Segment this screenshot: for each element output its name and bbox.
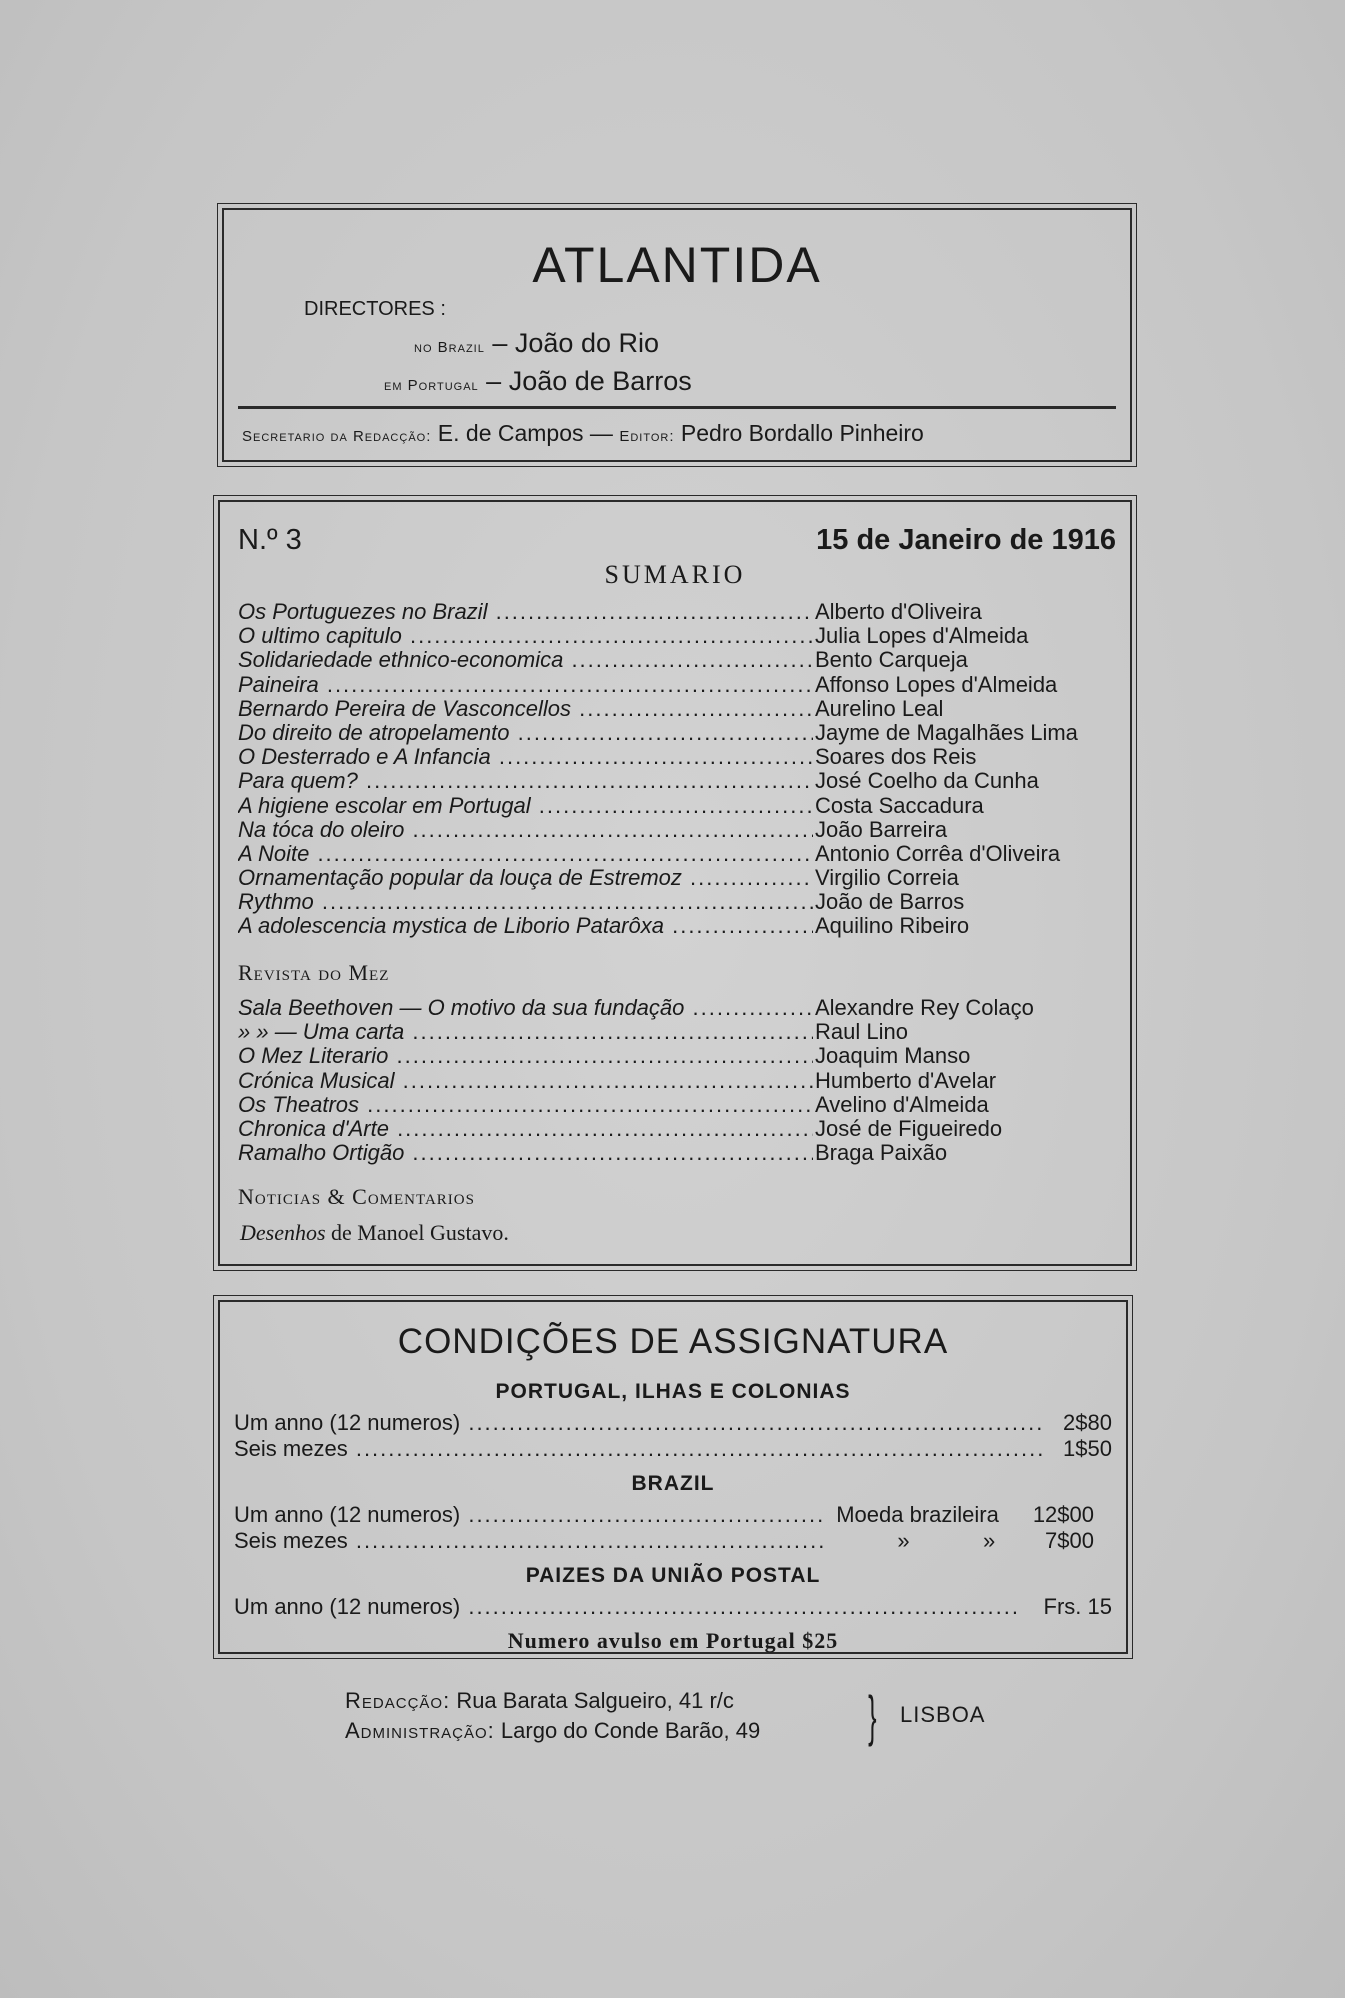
price-row-brazil-year [234, 1502, 1112, 1528]
toc-title: Do direito de atropelamento ..... [238, 721, 813, 745]
toc-title: O ultimo capitulo ..... [238, 624, 813, 648]
price-row-union-year [234, 1594, 1112, 1620]
magazine-title: ATLANTIDA [532, 237, 822, 293]
toc-row [238, 769, 1123, 793]
toc-author: Alberto d'Oliveira [815, 599, 982, 624]
toc-author: Braga Paixão [815, 1140, 948, 1166]
toc-row [238, 721, 1123, 745]
toc-author: Aurelino Leal [815, 695, 944, 721]
city-name: LISBOA [900, 1702, 986, 1727]
toc-row [238, 842, 1123, 866]
toc-title: O Desterrado e A Infancia ..... [238, 745, 813, 769]
currency-name: Moeda brazileira [836, 1502, 999, 1527]
redaction-label: Redacção: [345, 1688, 451, 1713]
region-postal-union: PAIZES DA UNIÃO POSTAL [525, 1564, 821, 1587]
toc-title: Os Theatros ..... [238, 1093, 813, 1117]
toc-row [238, 1117, 1123, 1141]
summary-box [218, 500, 1132, 1266]
address-block [345, 1684, 986, 1747]
toc-title: Ornamentação popular da louça de Estremoz ..... [238, 866, 813, 890]
price-label: Seis mezes ..... [234, 1528, 824, 1554]
toc-row [238, 818, 1123, 842]
toc-title: Bernardo Pereira de Vasconcellos ..... [238, 697, 813, 721]
toc-row [238, 914, 1123, 938]
price-label: Um anno (12 numeros) ..... [234, 1410, 1042, 1436]
price-currency [824, 1502, 1024, 1528]
ditto-mark: » [982, 1528, 996, 1553]
toc-author: Alexandre Rey Colaço [815, 995, 1034, 1020]
toc-row [238, 600, 1123, 624]
price-value: 1$50 [1063, 1436, 1112, 1461]
toc-title: Solidariedade ethnico-economica ..... [238, 648, 813, 672]
toc-author: Aquilino Ribeiro [815, 913, 970, 939]
price-label: Um anno (12 numeros) ..... [234, 1502, 824, 1528]
toc-row [238, 648, 1123, 672]
toc-title: Os Portuguezes no Brazil ..... [238, 600, 813, 624]
drawings-word: Desenhos [240, 1220, 326, 1245]
toc-author: Affonso Lopes d'Almeida [815, 671, 1058, 697]
toc-row [238, 794, 1123, 818]
director-brazil [414, 328, 659, 359]
toc-title: Rythmo ..... [238, 890, 813, 914]
toc-author: João de Barros [815, 889, 965, 915]
directors-label: DIRECTORES : [304, 298, 446, 320]
redaction-address: Rua Barata Salgueiro, 41 r/c [456, 1688, 734, 1713]
toc-row [238, 1093, 1123, 1117]
toc-row [238, 996, 1123, 1020]
toc-row [238, 745, 1123, 769]
drawings-artist: de Manoel Gustavo. [325, 1220, 509, 1245]
director-brazil-prefix: no Brazil [414, 339, 485, 356]
subscription-title: CONDIÇÕES DE ASSIGNATURA [397, 1322, 949, 1361]
toc-author: Julia Lopes d'Almeida [815, 623, 1029, 649]
contents-list [238, 600, 1123, 939]
toc-row [238, 1069, 1123, 1093]
region-brazil: BRAZIL [631, 1472, 715, 1495]
toc-title: O Mez Literario ..... [238, 1044, 813, 1068]
toc-row [238, 673, 1123, 697]
toc-title: Ramalho Ortigão ..... [238, 1141, 813, 1165]
price-label: Um anno (12 numeros) ..... [234, 1594, 1022, 1620]
ditto-mark: » [897, 1528, 910, 1553]
summary-heading: SUMARIO [604, 560, 746, 589]
price-value: 12$00 [1032, 1502, 1094, 1527]
toc-author: João Barreira [815, 816, 948, 842]
toc-title: A adolescencia mystica de Liborio Patarôxa ..... [238, 914, 813, 938]
header-divider [238, 406, 1116, 409]
secretary-label: Secretario da Redacção: [242, 428, 432, 445]
issue-number: N.º 3 [238, 524, 302, 556]
toc-author: Raul Lino [815, 1019, 908, 1045]
editor-label: Editor: [619, 428, 675, 445]
toc-title: A higiene escolar em Portugal ..... [238, 794, 813, 818]
toc-title: Crónica Musical ..... [238, 1069, 813, 1093]
single-issue-price: Numero avulso em Portugal $25 [507, 1628, 839, 1653]
toc-row [238, 624, 1123, 648]
toc-row [238, 1020, 1123, 1044]
price-value: Frs. 15 [1043, 1594, 1112, 1619]
region-portugal: PORTUGAL, ILHAS E COLONIAS [495, 1380, 851, 1403]
toc-author: Humberto d'Avelar [815, 1067, 997, 1093]
toc-title: Sala Beethoven — O motivo da sua fundação ..... [238, 996, 813, 1020]
price-currency [824, 1528, 1024, 1554]
toc-row [238, 1044, 1123, 1068]
price-value: 7$00 [1045, 1528, 1094, 1553]
brace-icon: } [868, 1684, 877, 1747]
issue-date: 15 de Janeiro de 1916 [816, 524, 1116, 556]
admin-label: Administração: [345, 1718, 495, 1743]
director-portugal [384, 366, 692, 397]
revista-heading: Revista do Mez [238, 960, 390, 985]
price-label: Seis mezes ..... [234, 1436, 1042, 1462]
revista-list [238, 996, 1123, 1165]
price-row-portugal-half [234, 1436, 1112, 1462]
toc-row [238, 1141, 1123, 1165]
toc-author: José Coelho da Cunha [815, 768, 1039, 794]
toc-title: Chronica d'Arte ..... [238, 1117, 813, 1141]
price-row-brazil-half [234, 1528, 1112, 1554]
toc-row [238, 866, 1123, 890]
toc-author: Avelino d'Almeida [815, 1091, 989, 1117]
toc-author: Jayme de Magalhães Lima [815, 719, 1078, 745]
subscription-box [218, 1300, 1128, 1654]
toc-author: Soares dos Reis [815, 744, 977, 770]
director-portugal-name: – João de Barros [486, 366, 692, 396]
staff-line [242, 420, 1120, 447]
toc-title: Na tóca do oleiro ..... [238, 818, 813, 842]
toc-author: Joaquim Manso [815, 1043, 971, 1069]
toc-title: Paineira ..... [238, 673, 813, 697]
director-portugal-prefix: em Portugal [384, 377, 479, 394]
editor-name: Pedro Bordallo Pinheiro [680, 420, 924, 446]
redaction-address-row [345, 1686, 760, 1716]
toc-row [238, 697, 1123, 721]
toc-author: Bento Carqueja [815, 647, 968, 673]
masthead-box [222, 208, 1132, 462]
noticias-heading: Noticias & Comentarios [238, 1184, 475, 1209]
toc-title: A Noite ..... [238, 842, 813, 866]
staff-separator: — [589, 420, 613, 446]
toc-author: Costa Saccadura [815, 792, 984, 818]
toc-row [238, 890, 1123, 914]
admin-address-row [345, 1716, 760, 1746]
toc-author: Virgilio Correia [815, 865, 959, 891]
secretary-name: E. de Campos [437, 420, 584, 446]
toc-title: » » — Uma carta ..... [238, 1020, 813, 1044]
price-row-portugal-year [234, 1410, 1112, 1436]
toc-author: José de Figueiredo [815, 1115, 1003, 1141]
director-brazil-name: – João do Rio [492, 328, 659, 358]
toc-author: Antonio Corrêa d'Oliveira [815, 840, 1061, 866]
toc-title: Para quem? ..... [238, 769, 813, 793]
drawings-credit [240, 1220, 509, 1246]
price-value: 2$80 [1063, 1410, 1112, 1435]
admin-address: Largo do Conde Barão, 49 [500, 1718, 761, 1743]
